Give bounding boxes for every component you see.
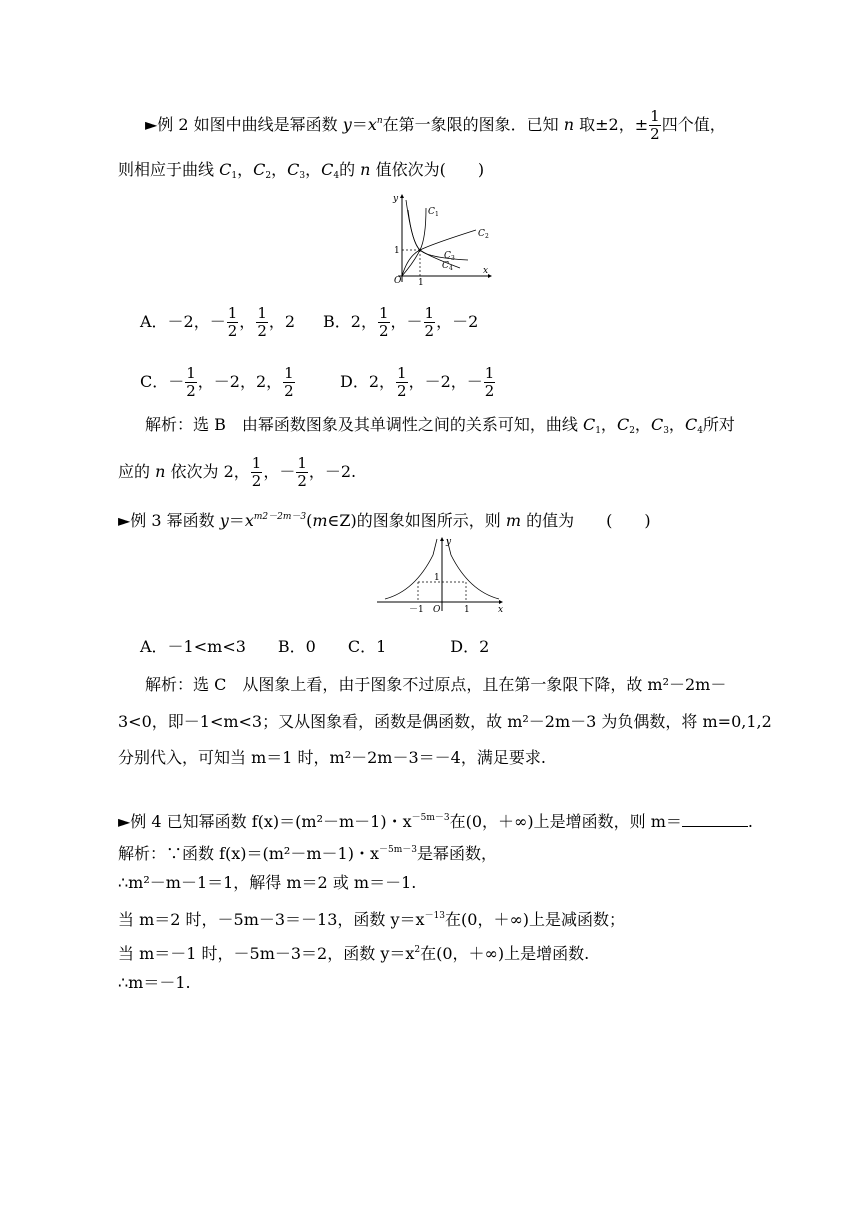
ex3-options: A．－1<m<3 B．0 C．1 D．2 [140,637,490,656]
answer-blank [682,812,748,827]
svg-text:2: 2 [485,233,489,240]
fig-c4: C [442,261,449,271]
fig-y-one: 1 [434,573,440,583]
ex2-option-d: D．2， $\frac{1}{2}$ ，－2，－ $\frac{1}{2}$ [340,364,495,400]
ex2-question-line1: ►例 2 如图中曲线是幂函数 $y=x^n$在第一象限的图象．已知 n 取±2，± $\frac{1}{2}$ 四个值， [145,107,726,143]
fig-x-one: 1 [418,278,424,285]
ex4-solution-line1: 解析：∵函数 f(x)＝(m²－m－1)・$x^{-5m-3}$是幂函数， [118,844,497,863]
ex2-option-c: C．－ $\frac{1}{2}$ ，－2，2， $\frac{1}{2}$ [140,364,294,400]
ex2-solution-line1: 解析：选 B 由幂函数图象及其单调性之间的关系可知，曲线 $C_1$，$C_2$，$C_3$，$C_4$所对 [145,415,735,436]
ex2-solution-line2: 应的 n 依次为 2， $\frac{1}{2}$ ，－ $\frac{1}{2}$ ，－2. [118,454,357,490]
svg-text:1: 1 [435,211,439,218]
ex4-solution-line4: 当 m＝－1 时，－5m－3＝2，函数 $y=x^2$在(0，＋∞)上是增函数. [118,944,590,963]
ex4-solution-line5: ∴m＝－1. [118,973,191,992]
ex2-power-curves-figure [380,190,510,285]
ex3-question: ►例 3 幂函数 $y=x^{m2-2m-3}(m\in Z)$的图象如图所示，则 m 的值为 ( ) [118,511,651,530]
fig-c1: C [428,207,435,217]
ex2-option-a: A．－2，－ $\frac{1}{2}$ ， $\frac{1}{2}$ ，2 [140,304,296,340]
fig-y-label: y [446,537,452,547]
ex4-solution-line3: 当 m＝2 时，－5m－3＝－13，函数 $y=x^{-13}$在(0，＋∞)上是减函数； [118,910,626,929]
fig-x-label: x [483,266,489,276]
fig-c3: C [444,251,451,261]
fig-c2: C [478,229,485,239]
svg-text:3: 3 [451,255,455,262]
ex2-option-b: B．2， $\frac{1}{2}$ ，－ $\frac{1}{2}$ ，－2 [323,304,479,340]
ex4-question: ►例 4 已知幂函数 f(x)＝(m²－m－1)・$x^{-5m-3}$在(0，＋∞)上是增函数，则 m＝ . [118,812,753,831]
fig-x-one: 1 [464,605,470,615]
fig-x-label: x [498,605,504,615]
ex2-question-line2: 则相应于曲线 $C_1$，$C_2$，$C_3$，$C_4$的 n 值依次为( ) [118,160,485,181]
fig-neg-one: －1 [409,605,424,615]
fig-y-one: 1 [394,246,400,256]
ex3-solution-line2: 3<0，即－1<m<3；又从图象看，函数是偶函数，故 m²－2m－3 为负偶数，将 m=0,1,2 [118,712,772,731]
svg-text:4: 4 [449,265,453,272]
fig-origin-label: O [433,605,441,615]
ex3-even-function-figure [375,535,515,615]
ex3-solution-line1: 解析：选 C 从图象上看，由于图象不过原点，且在第一象限下降，故 m²－2m－ [145,675,727,694]
fig-origin-label: O [394,276,402,285]
fig-y-label: y [393,194,399,204]
fraction-half: $\frac{1}{2}$ [650,107,660,143]
ex3-solution-line3: 分别代入，可知当 m＝1 时，m²－2m－3＝－4，满足要求. [118,748,546,767]
ex4-solution-line2: ∴m²－m－1＝1，解得 m＝2 或 m＝－1. [118,873,417,892]
